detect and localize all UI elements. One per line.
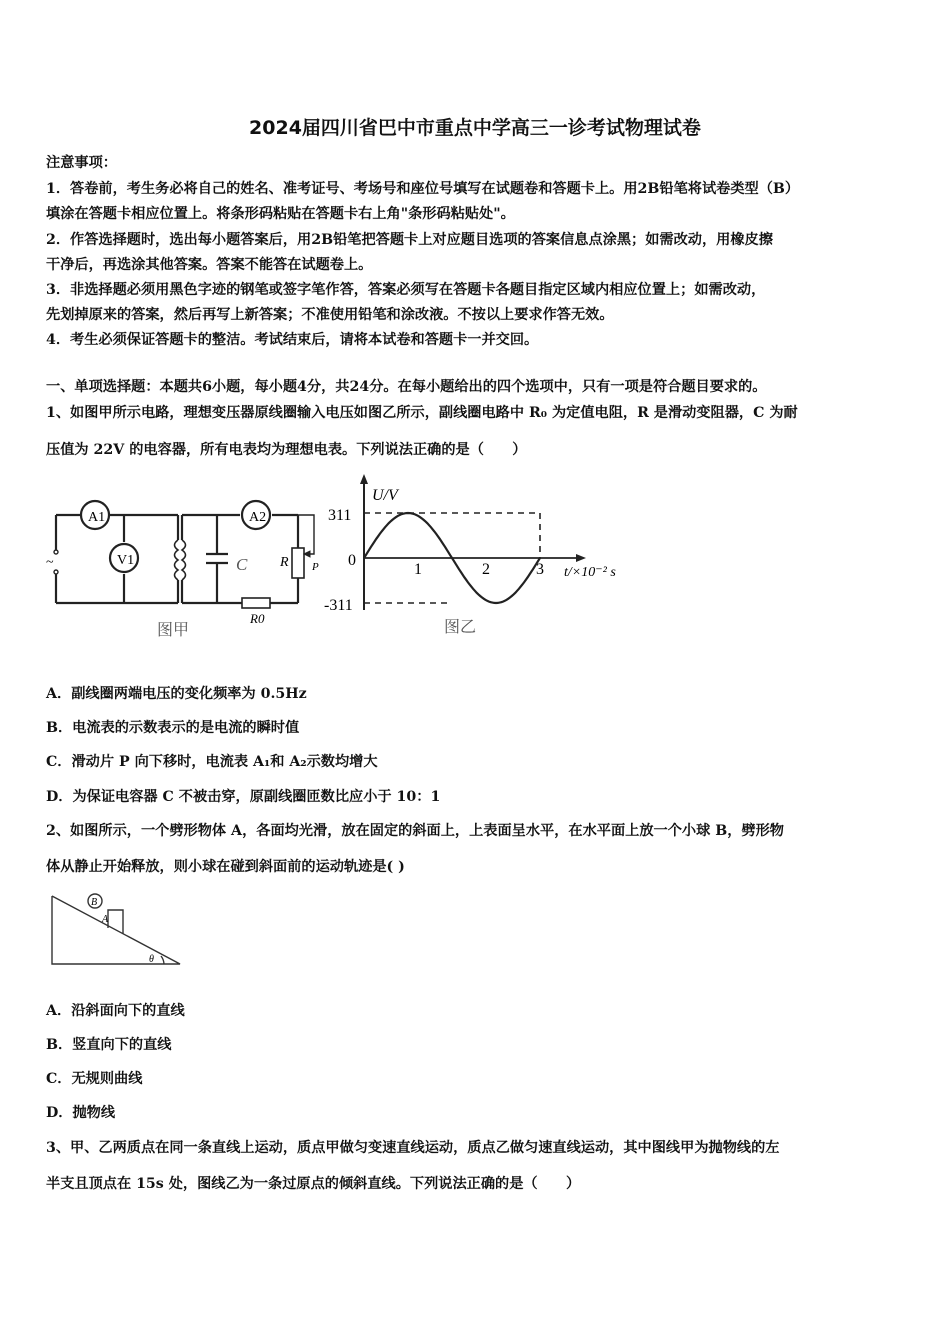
q2-option-c: C．无规则曲线 <box>46 1071 143 1087</box>
notice-line: 4．考生必须保证答题卡的整洁。考试结束后，请将本试卷和答题卡一并交回。 <box>46 332 539 348</box>
x-tick-3: 3 <box>536 561 544 578</box>
resistor-r0-label: R0 <box>250 611 265 626</box>
y-tick-max: 311 <box>328 507 352 524</box>
q1-option-a: A．副线圈两端电压的变化频率为 0.5Hz <box>46 686 307 702</box>
notice-line: 2．作答选择题时，选出每小题答案后，用2B铅笔把答题卡上对应题目选项的答案信息点涂黑；如需改动，用橡皮擦 <box>46 232 773 248</box>
ac-source-symbol: ~ <box>46 555 54 570</box>
question-1-text: 1、如图甲所示电路，理想变压器原线圈输入电压如图乙所示，副线圈电路中 R₀ 为定值电阻，R 是滑动变阻器，C 为耐 <box>46 405 798 421</box>
wedge-a-label: A <box>102 914 109 925</box>
notice-line: 填涂在答题卡相应位置上。将条形码粘贴在答题卡右上角"条形码粘贴处"。 <box>46 206 515 222</box>
q2-option-d: D．抛物线 <box>46 1105 116 1121</box>
q1-option-d: D．为保证电容器 C 不被击穿，原副线圈匝数比应小于 10：1 <box>46 789 441 805</box>
capacitor-label: C <box>236 555 248 574</box>
q2-option-a: A．沿斜面向下的直线 <box>46 1003 185 1019</box>
q1-option-b: B．电流表的示数表示的是电流的瞬时值 <box>46 720 300 736</box>
notice-line: 1．答卷前，考生务必将自己的姓名、准考证号、考场号和座位号填写在试题卷和答题卡上。用2B铅笔将试卷类型（B） <box>46 181 800 197</box>
question-3-text: 半支且顶点在 15s 处，图线乙为一条过原点的倾斜直线。下列说法正确的是（ ） <box>46 1176 581 1192</box>
slider-p-label: P <box>312 561 319 573</box>
question-1-text: 压值为 22V 的电容器，所有电表均为理想电表。下列说法正确的是（ ） <box>46 442 527 458</box>
q1-option-c: C．滑动片 P 向下移时，电流表 A₁和 A₂示数均增大 <box>46 754 378 770</box>
notice-heading: 注意事项： <box>46 155 117 171</box>
q2-option-b: B．竖直向下的直线 <box>46 1037 172 1053</box>
notice-line: 干净后，再选涂其他答案。答案不能答在试题卷上。 <box>46 257 373 273</box>
y-axis-label: U/V <box>372 487 398 504</box>
page-title: 2024届四川省巴中市重点中学高三一诊考试物理试卷 <box>249 117 701 139</box>
voltmeter-v1-label: V1 <box>117 553 135 568</box>
figure-a-caption: 图甲 <box>157 622 190 639</box>
x-tick-2: 2 <box>482 561 490 578</box>
ammeter-a2-label: A2 <box>249 510 267 525</box>
resistor-r-label: R <box>280 555 289 570</box>
angle-theta-label: θ <box>149 954 154 965</box>
voltage-waveform-chart <box>320 470 640 650</box>
notice-line: 先划掉原来的答案，然后再写上新答案；不准使用铅笔和涂改液。不按以上要求作答无效。 <box>46 307 614 323</box>
ammeter-a1-label: A1 <box>88 510 106 525</box>
question-3-text: 3、甲、乙两质点在同一条直线上运动，质点甲做匀变速直线运动，质点乙做匀速直线运动，其中图线甲为抛物线的左 <box>46 1140 780 1156</box>
x-tick-1: 1 <box>414 561 422 578</box>
question-2-text: 体从静止开始释放，则小球在碰到斜面前的运动轨迹是( ) <box>46 859 405 875</box>
question-2-text: 2、如图所示，一个劈形物体 A，各面均光滑，放在固定的斜面上，上表面呈水平，在水平面上放一个小球 B，劈形物 <box>46 823 784 839</box>
y-tick-zero: 0 <box>348 552 356 569</box>
circuit-figure <box>40 490 330 650</box>
figure-b-caption: 图乙 <box>444 619 477 636</box>
y-tick-min: -311 <box>324 597 353 614</box>
ball-b-label: B <box>91 897 98 908</box>
incline-figure <box>44 888 194 970</box>
x-axis-label: t/×10⁻² s <box>564 565 616 580</box>
notice-line: 3．非选择题必须用黑色字迹的钢笔或签字笔作答，答案必须写在答题卡各题目指定区域内相应位置上；如需改动， <box>46 282 766 298</box>
section-heading: 一、单项选择题：本题共6小题，每小题4分，共24分。在每小题给出的四个选项中，只有一项是符合题目要求的。 <box>46 379 767 395</box>
